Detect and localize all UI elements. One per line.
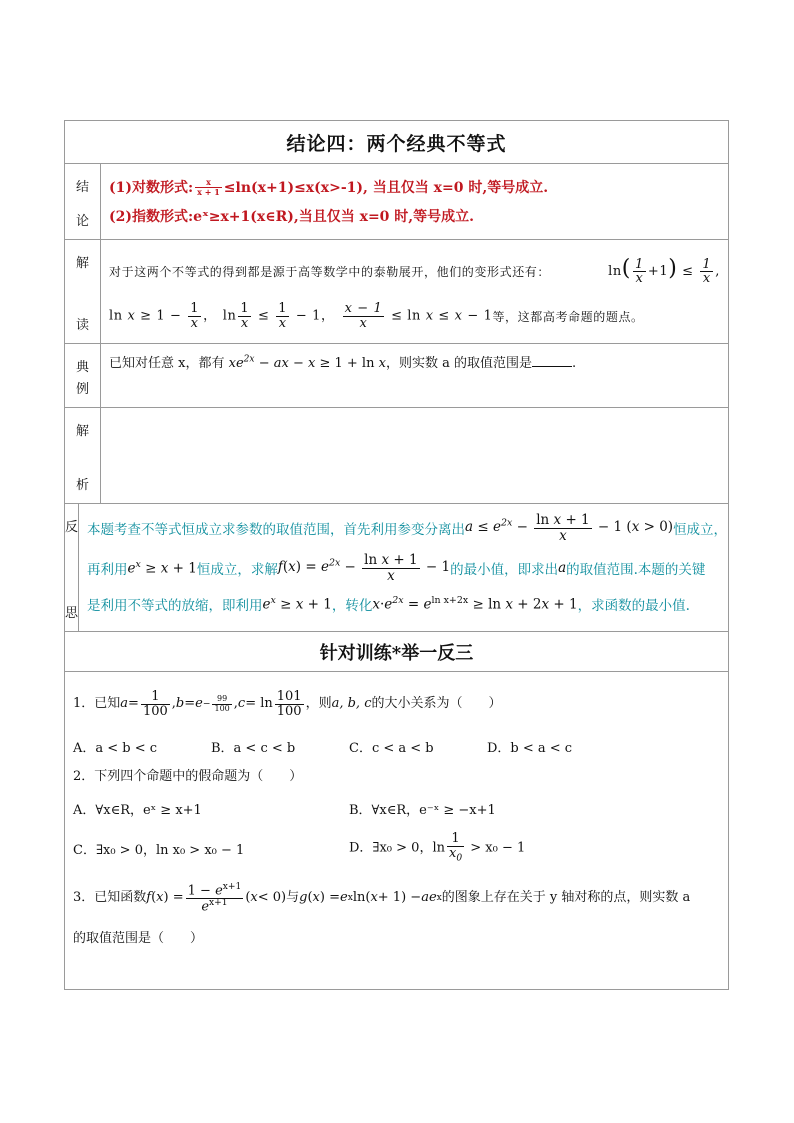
- question-2-options-ab: [73, 792, 720, 824]
- practice-title: 针对训练*举一反三: [65, 631, 728, 671]
- question-3-line2: 的取值范围是（ ）: [73, 931, 204, 947]
- example-label: 典 例: [65, 344, 101, 407]
- option-b[interactable]: B．∀x∈R，e⁻ˣ ≥ −x+1: [349, 802, 496, 818]
- option-a[interactable]: A．a < b < c: [73, 740, 158, 756]
- question-2-options-cd: [73, 824, 720, 872]
- option-b[interactable]: B．a < c < b: [211, 740, 296, 756]
- analysis-body: [101, 408, 728, 503]
- reflect-text: 本题考查不等式恒成立求参数的取值范围，首先利用参变分离出 $a \le e^{2x}$ − $\frac{\text{ln x + 1}}{x}$ − 1 (x > 0) 恒成立， 再利用 $e^x \ge x + 1$ 恒成立，求解 $f(x) = e^{2x}$ − $\frac{\text{ln x + 1}}{x}$ − 1 的最小值，即求出 a 的取值范围.本题的关键 是利用不等式的放缩，即利用 $e^x \ge x + 1$ ，转化 $x\cdot e^{2x} = e^{ln x+2x} \ge \ln x + 2x + 1$ ，求函数的最小值.: [87, 512, 728, 614]
- analysis-row: [65, 407, 728, 503]
- section-title: [65, 121, 728, 163]
- reading-label: 解 读: [65, 240, 101, 343]
- question-3: 3．已知函数 f ( x ) = $\frac{1 - e^{x+1}}{e^{x+1}}$ ( x < 0) 与 g ( x ) = e x ln( x + 1) − ae x 的图象上存在关于 y 轴对称的点，则实数 a: [73, 881, 691, 914]
- answer-blank[interactable]: [532, 354, 572, 367]
- example-text: 已知对任意 x，都有 $xe^{2x}$ − ax − x ≥ 1 + ln x，则实数 a 的取值范围是 .: [109, 354, 577, 371]
- reflect-label: 反 思: [65, 504, 79, 631]
- document-table: [64, 120, 729, 990]
- formula-list: ln x ≥ 1 − $\frac{1}{x}$ ， ln $\frac{1}{x}$ ≤ $\frac{1}{x}$ − 1， $\frac{x - 1}{x}$ ≤ ln x ≤ x − 1 等，这都高考命题的题点。: [109, 300, 644, 331]
- conclusion-row: [65, 163, 728, 239]
- formula-ln: ln( $\frac{1}{x}$ +1) ≤ $\frac{1}{x}$ ,: [608, 256, 720, 287]
- example-row: [65, 343, 728, 407]
- reading-text: 对于这两个不等式的得到都是源于高等数学中的泰勒展开，他们的变形式还有： ln( $\frac{1}{x}$ +1) ≤ $\frac{1}{x}$ , ln x ≥ 1 − $\frac{1}{x}$ ， ln $\frac{1}{x}$ ≤ $\frac{1}{x}$ − 1， $\frac{x - 1}{x}$ ≤ ln x ≤ x − 1 等，这都高考命题的题点。: [101, 240, 728, 343]
- option-c[interactable]: C．∃x₀ > 0，ln x₀ > x₀ − 1: [73, 842, 245, 858]
- option-c[interactable]: C．c < a < b: [349, 740, 434, 756]
- option-d[interactable]: D．b < a < c: [487, 740, 573, 756]
- practice-row: [65, 671, 728, 989]
- analysis-label: 解 析: [65, 408, 101, 503]
- question-2: 2．下列四个命题中的假命题为（ ）: [73, 769, 303, 785]
- fraction: $\frac{x}{x + 1}$: [197, 177, 220, 197]
- question-1: 1．已知 a = $\frac{1}{100}$ , b = e − $\frac{99}{100}$ , c = ln $\frac{101}{100}$ ，则 a, b, c 的大小关系为（ ）: [73, 688, 502, 719]
- conclusion-label: 结 论: [65, 164, 101, 239]
- practice-body: [65, 672, 728, 989]
- reading-row: [65, 239, 728, 343]
- question-1-options: [73, 730, 720, 762]
- option-d[interactable]: D．∃x₀ > 0，ln $\frac{1}{x_0}$ > x₀ − 1: [349, 831, 526, 864]
- reflect-row: [65, 503, 728, 631]
- option-a[interactable]: A．∀x∈R，eˣ ≥ x+1: [73, 802, 202, 818]
- section-title-text: 结论四：两个经典不等式: [286, 132, 507, 155]
- conclusion-text: (1)对数形式: $\frac{x}{x + 1}$ ≤ln(x+1)≤x(x>-1), 当且仅当 x=0 时,等号成立. (2)指数形式:eˣ≥x+1(x∈R),当且仅当 x=0 时,等号成立.: [109, 177, 549, 225]
